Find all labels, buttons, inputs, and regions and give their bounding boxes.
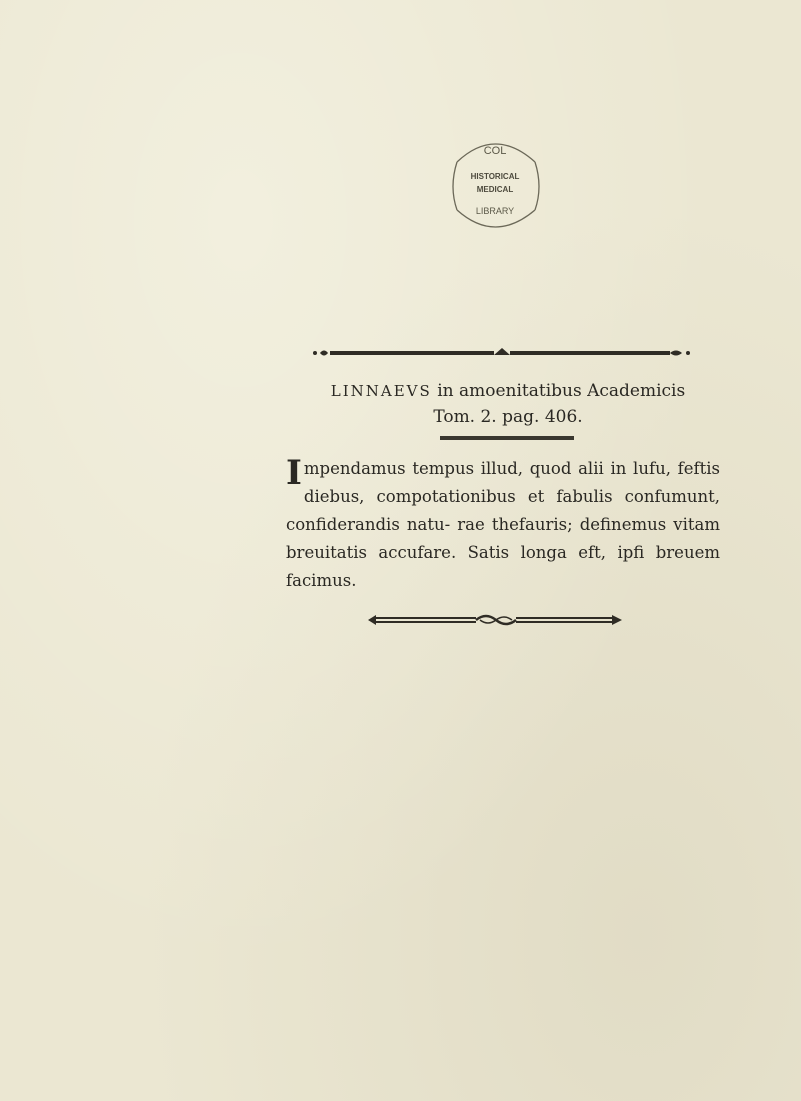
quotation-paragraph — [286, 455, 720, 595]
stamp-arc-top: COL — [483, 145, 507, 157]
short-rule — [440, 436, 574, 440]
citation-block — [318, 378, 698, 430]
citation-line-1 — [318, 378, 698, 404]
ornamental-rule-bottom — [368, 612, 624, 626]
stamp-seal-icon — [443, 132, 548, 244]
citation-line-2: Tom. 2. pag. 406. — [433, 407, 583, 427]
library-stamp — [443, 132, 548, 244]
stamp-line-mid: MEDICAL — [476, 185, 514, 194]
citation-author: LINNAEVS — [330, 382, 432, 400]
ornamental-rule-top — [312, 345, 692, 359]
drop-initial: I — [286, 453, 302, 493]
citation-source: in amoenitatibus Academicis — [437, 381, 686, 401]
ornament-rule-end-icon — [368, 613, 624, 627]
ornament-rule-icon — [312, 346, 692, 360]
stamp-arc-bottom: LIBRARY — [475, 206, 515, 216]
quotation-text: mpendamus tempus illud, quod alii in lufu, feftis diebus, compotationibus et fabulis confumunt, confiderandis natu- rae thefauris; definemus vitam breuitatis accufare. Satis longa eft, ipfi breuem facimus. — [286, 459, 720, 590]
stamp-line-top: HISTORICAL — [470, 172, 520, 181]
